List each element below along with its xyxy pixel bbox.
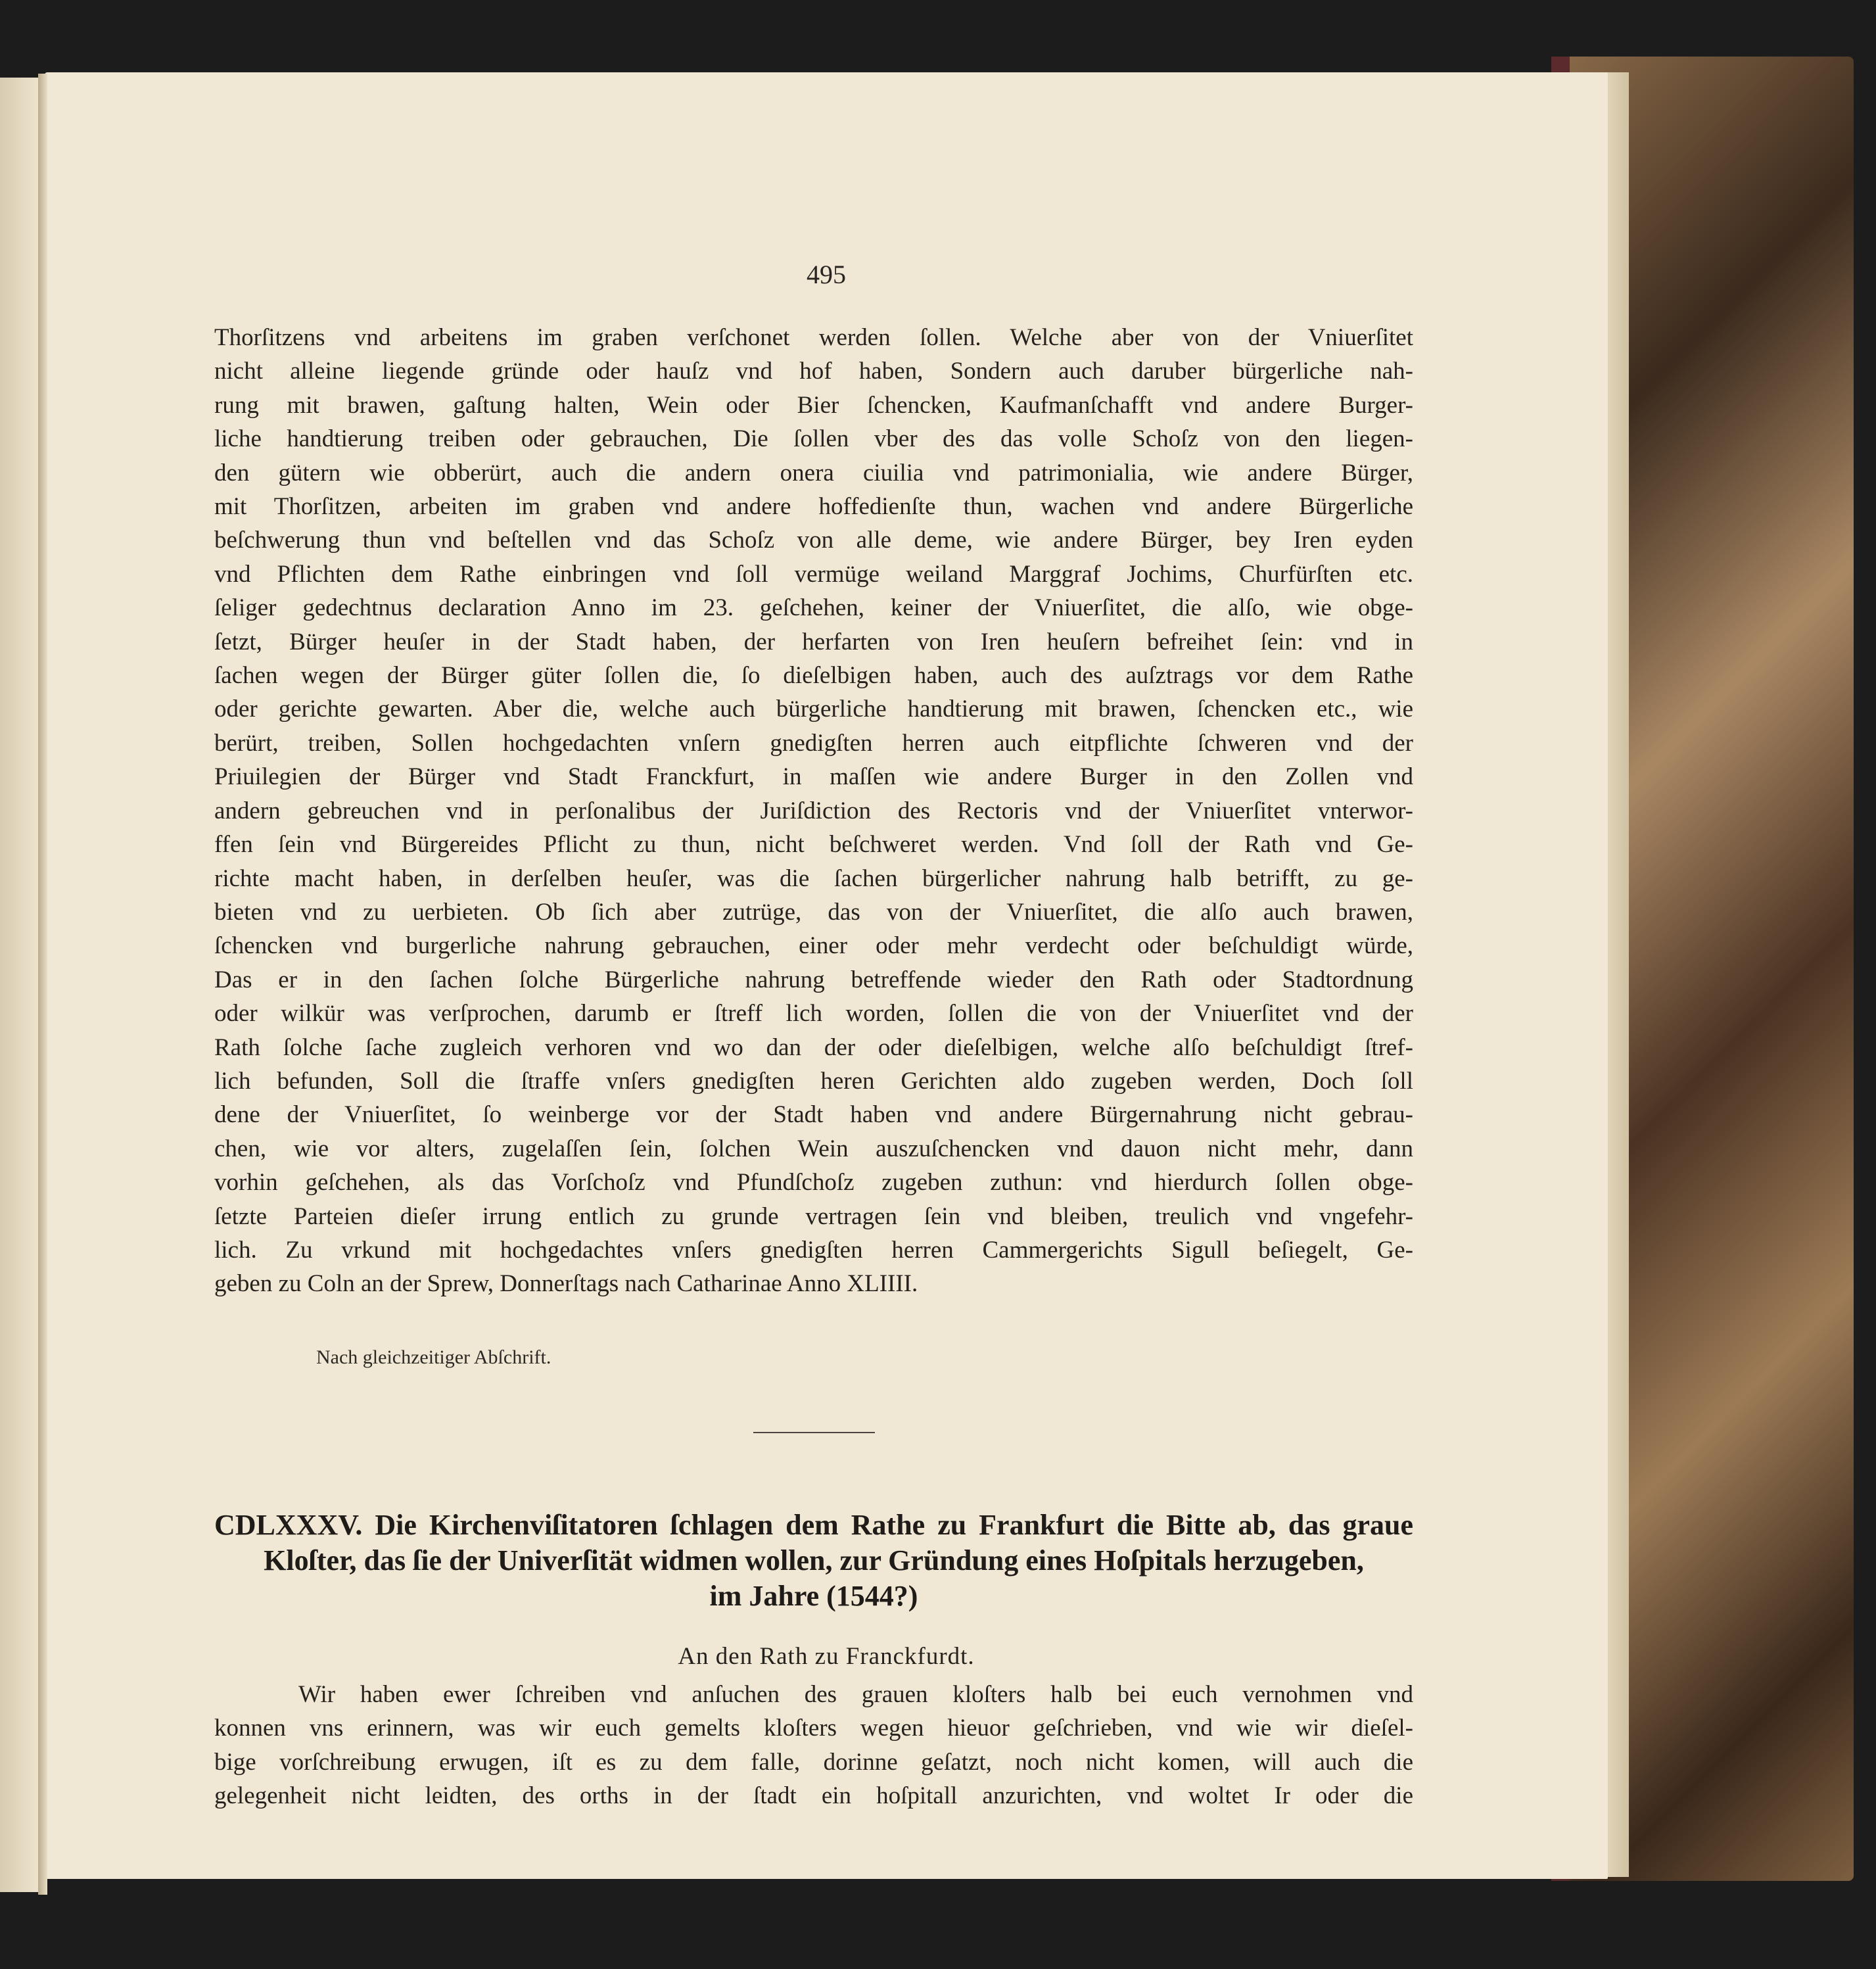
text-line: mit Thorſitzen, arbeiten im graben vnd andere hoffedienſte thun, wachen vnd andere Bürgerliche (214, 493, 1413, 521)
text-line: ſachen wegen der Bürger güter ſollen die, ſo dieſelbigen haben, auch des auſztrags vor dem Rathe (214, 662, 1413, 690)
text-line: Wir haben ewer ſchreiben vnd anſuchen des grauen kloſters halb bei euch vernohmen vnd (298, 1681, 1413, 1708)
text-line: vorhin geſchehen, als das Vorſchoſz vnd Pfundſchoſz zugeben zuthun: vnd hierdurch ſollen obge- (214, 1169, 1413, 1197)
text-line: ſchencken vnd burgerliche nahrung gebrauchen, einer oder mehr verdecht oder beſchuldigt würde, (214, 932, 1413, 960)
text-line: rung mit brawen, gaſtung halten, Wein oder Bier ſchencken, Kaufmanſchafft vnd andere Burger- (214, 391, 1413, 419)
text-line: oder gerichte gewarten. Aber die, welche auch bürgerliche handtierung mit brawen, ſchencken etc., wie (214, 696, 1413, 723)
heading-line: CDLXXXV. Die Kirchenviſitatoren ſchlagen dem Rathe zu Frankfurt die Bitte ab, das graue (214, 1509, 1413, 1541)
text-line: Das er in den ſachen ſolche Bürgerliche nahrung betreffende wieder den Rath oder Stadtordnung (214, 966, 1413, 993)
heading-line: Kloſter, das ſie der Univerſität widmen wollen, zur Gründung eines Hoſpitals herzugeben, (264, 1544, 1364, 1577)
page-number: 495 (807, 260, 846, 289)
text-line: nicht alleine liegende gründe oder hauſz vnd hof haben, Sondern auch daruber bürgerliche nah- (214, 358, 1413, 385)
text-line: ffen ſein vnd Bürgereides Pflicht zu thun, nicht beſchweret werden. Vnd ſoll der Rath vnd Ge- (214, 831, 1413, 859)
text-line: geben zu Coln an der Sprew, Donnerſtags nach Catharinae Anno XLIIII. (214, 1270, 918, 1298)
text-line: den gütern wie obberürt, auch die andern onera ciuilia vnd patrimonialia, wie andere Bürger, (214, 459, 1413, 486)
book-gutter (38, 74, 47, 1895)
heading-line: im Jahre (1544?) (709, 1580, 918, 1612)
book-page (45, 72, 1608, 1879)
text-line: chen, wie vor alters, zugelaſſen ſein, ſolchen Wein auszuſchencken vnd dauon nicht mehr, dann (214, 1135, 1413, 1162)
text-line: berürt, treiben, Sollen hochgedachten vnſern gnedigſten herren auch eitpflichte ſchweren vnd der (214, 729, 1413, 757)
letter-body (214, 1678, 1413, 1813)
text-line: Rath ſolche ſache zugleich verhoren vnd wo dan der oder dieſelbigen, welche alſo beſchuldigt ſtref- (214, 1033, 1413, 1061)
text-line: beſchwerung thun vnd beſtellen vnd das Schoſz von alle deme, wie andere Bürger, bey Iren eyden (214, 527, 1413, 554)
previous-page-edge (0, 78, 42, 1892)
document-heading (214, 1507, 1413, 1614)
text-line: ſetzte Parteien dieſer irrung entlich zu grunde vertragen ſein vnd bleiben, treulich vnd vngefehr- (214, 1202, 1413, 1230)
text-line: bieten vnd zu uerbieten. Ob ſich aber zutrüge, das von der Vniuerſitet, die alſo auch brawen, (214, 898, 1413, 926)
text-line: Thorſitzens vnd arbeitens im graben verſchonet werden ſollen. Welche aber von der Vniuerſitet (214, 324, 1413, 351)
source-note: Nach gleichzeitiger Abſchrift. (316, 1346, 551, 1368)
text-line: bige vorſchreibung erwugen, iſt es zu dem falle, dorinne geſatzt, noch nicht komen, will auch die (214, 1748, 1413, 1776)
text-line: ſeliger gedechtnus declaration Anno im 23. geſchehen, keiner der Vniuerſitet, die alſo, wie obge- (214, 594, 1413, 622)
text-line: konnen vns erinnern, was wir euch gemelts kloſters wegen hieuor geſchrieben, vnd wie wir dieſel- (214, 1715, 1413, 1742)
text-line: vnd Pflichten dem Rathe einbringen vnd ſoll vermüge weiland Marggraf Jochims, Churfürſten etc. (214, 560, 1413, 588)
text-line: andern gebreuchen vnd in perſonalibus der Juriſdiction des Rectoris vnd der Vniuerſitet vnterwor- (214, 797, 1413, 824)
letter-address: An den Rath zu Franckfurdt. (678, 1643, 975, 1670)
text-line: oder wilkür was verſprochen, darumb er ſtreff lich worden, ſollen die von der Vniuerſitet vnd der (214, 1000, 1413, 1028)
text-line: lich befunden, Soll die ſtraffe vnſers gnedigſten heren Gerichten aldo zugeben werden, Doch ſoll (214, 1067, 1413, 1095)
text-line: gelegenheit nicht leidten, des orths in der ſtadt ein hoſpitall anzurichten, vnd woltet Ir oder die (214, 1782, 1413, 1810)
text-line: liche handtierung treiben oder gebrauchen, Die ſollen vber des das volle Schoſz von den liegen- (214, 425, 1413, 453)
text-line: ſetzt, Bürger heuſer in der Stadt haben, der herfarten von Iren heuſern befreihet ſein: vnd in (214, 628, 1413, 655)
text-line: lich. Zu vrkund mit hochgedachtes vnſers gnedigſten herren Cammergerichts Sigull beſiegelt, Ge- (214, 1236, 1413, 1264)
text-line: richte macht haben, in derſelben heuſer, was die ſachen bürgerlicher nahrung halb betrifft, zu ge- (214, 865, 1413, 892)
text-line: Priuilegien der Bürger vnd Stadt Franckfurt, in maſſen wie andere Burger in den Zollen vnd (214, 763, 1413, 791)
main-text-block (214, 321, 1413, 1301)
section-divider (753, 1432, 875, 1433)
text-line: dene der Vniuerſitet, ſo weinberge vor der Stadt haben vnd andere Bürgernahrung nicht gebrau- (214, 1101, 1413, 1129)
